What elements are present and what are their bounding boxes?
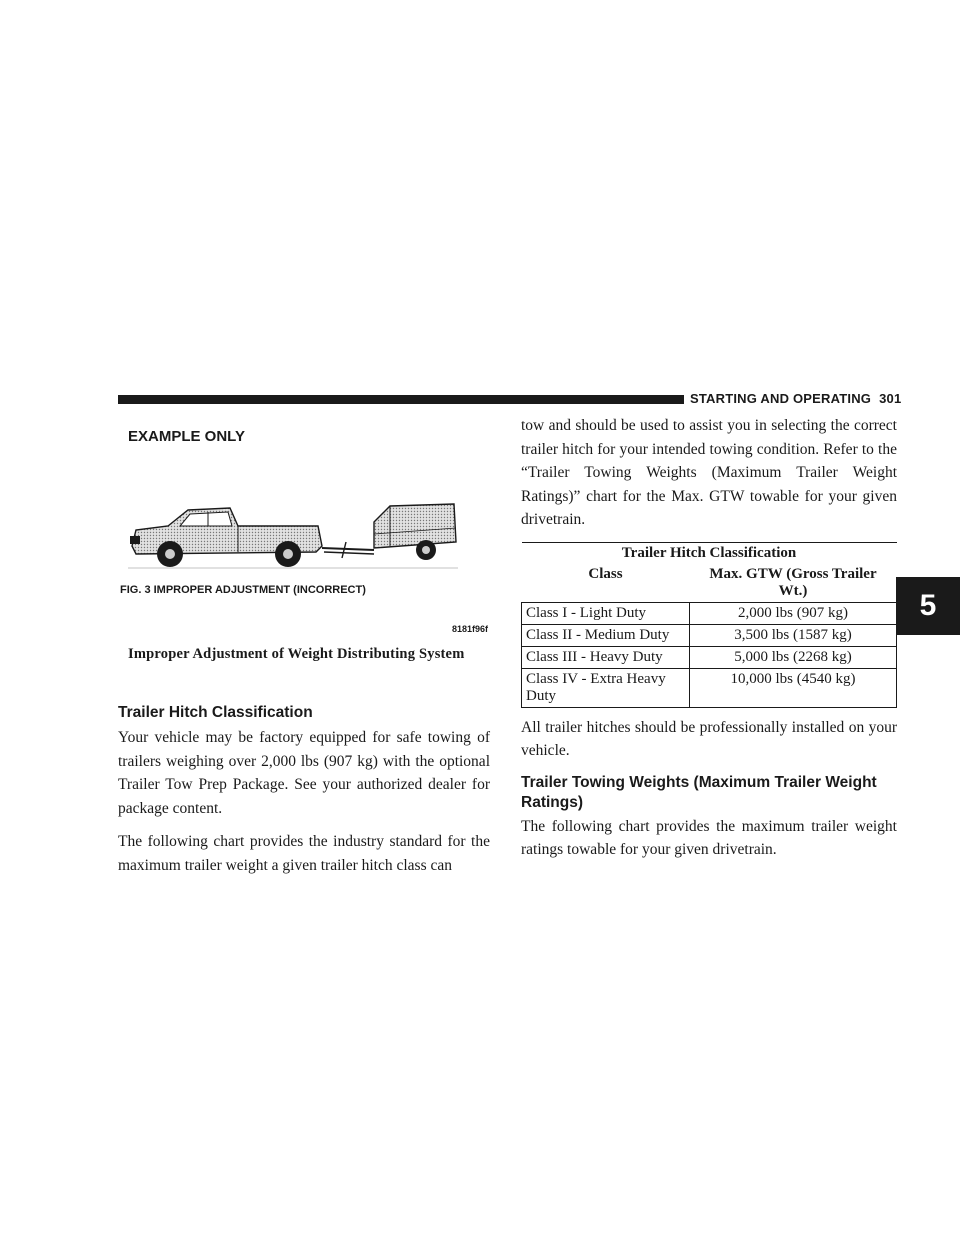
cell-class: Class IV - Extra Heavy Duty (522, 668, 690, 707)
hitch-classification-table (521, 542, 897, 708)
figure-caption: FIG. 3 IMPROPER ADJUSTMENT (INCORRECT) (120, 584, 366, 596)
page-number: 301 (879, 391, 902, 406)
figure (118, 420, 490, 642)
right-column (521, 414, 897, 862)
paragraph: All trailer hitches should be professionally installed on your vehicle. (521, 718, 897, 759)
table-header-row (522, 564, 897, 603)
figure-stamp: EXAMPLE ONLY (128, 428, 245, 445)
cell-capacity: 2,000 lbs (907 kg) (690, 602, 897, 624)
paragraph: The following chart provides the industry standard for the maximum trailer weight a given trailer hitch class can (118, 833, 490, 874)
cell-capacity: 10,000 lbs (4540 kg) (690, 668, 897, 707)
figure-title: Improper Adjustment of Weight Distributing System (128, 646, 465, 662)
paragraph-continued: tow and should be used to assist you in selecting the correct trailer hitch for your intended towing condition. Refer to the “Trailer Towing Weights (Maximum Trailer Weight Ratings)” chart for the Max. GTW towable for your given drivetrain. (521, 417, 897, 528)
column-header-class: Class (588, 565, 623, 582)
header-rule (118, 395, 684, 404)
figure-code: 8181f96f (451, 624, 488, 634)
section-heading-hitch-classification: Trailer Hitch Classification (118, 704, 313, 721)
table-row (522, 668, 897, 707)
column-header-capacity: Max. GTW (Gross Trailer Wt.) (709, 565, 877, 599)
section-heading-towing-weights: Trailer Towing Weights (Maximum Trailer Weight Ratings) (521, 773, 877, 811)
chapter-tab[interactable]: 5 (896, 577, 960, 635)
table-title: Trailer Hitch Classification (522, 542, 897, 564)
table-row (522, 602, 897, 624)
cell-capacity: 5,000 lbs (2268 kg) (690, 646, 897, 668)
cell-class: Class II - Medium Duty (522, 624, 690, 646)
running-header (690, 391, 901, 406)
cell-capacity: 3,500 lbs (1587 kg) (690, 624, 897, 646)
table-row (522, 646, 897, 668)
cell-class: Class I - Light Duty (522, 602, 690, 624)
section-title: STARTING AND OPERATING (690, 391, 872, 406)
cell-class: Class III - Heavy Duty (522, 646, 690, 668)
paragraph: The following chart provides the maximum trailer weight ratings towable for your given drivetrain. (521, 817, 897, 858)
paragraph: Your vehicle may be factory equipped for safe towing of trailers weighing over 2,000 lbs (907 kg) with the optional Trailer Tow Prep Package. See your authorized dealer for package content. (118, 729, 490, 817)
table-row (522, 624, 897, 646)
truck-trailer-illustration (128, 492, 458, 578)
left-column (118, 420, 490, 877)
table-title-row (522, 542, 897, 564)
